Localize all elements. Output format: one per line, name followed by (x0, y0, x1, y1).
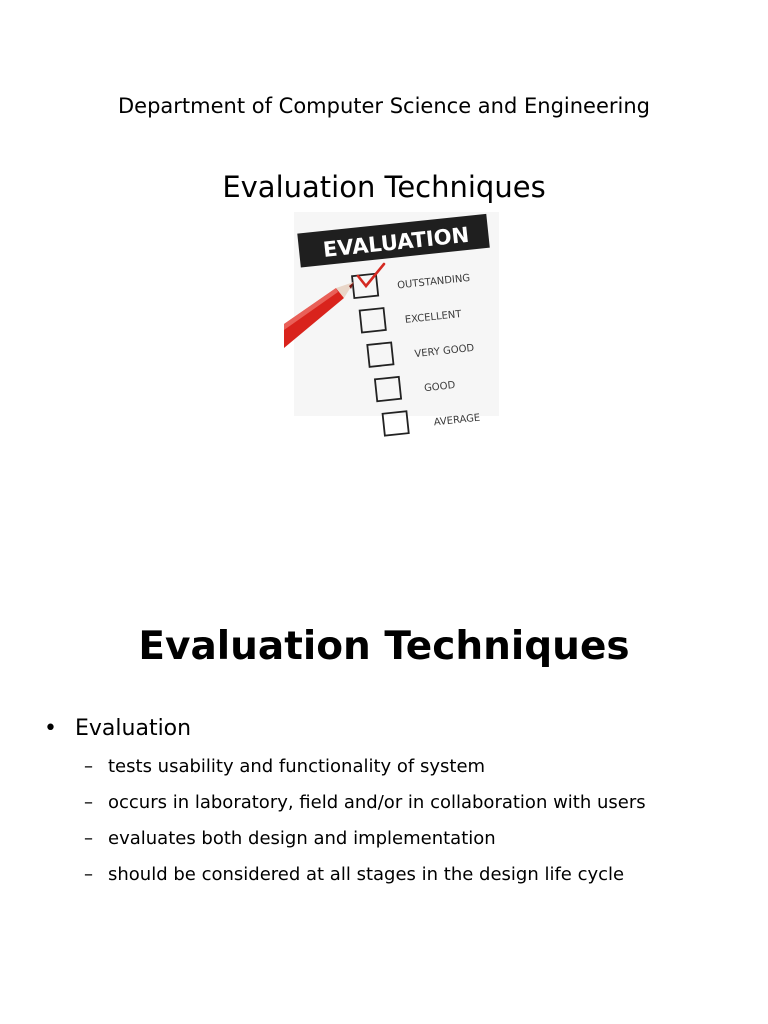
option-good: GOOD (423, 380, 456, 395)
department-heading: Department of Computer Science and Engineering (117, 94, 650, 118)
dash-icon: – (84, 864, 93, 885)
bullet-list (44, 714, 744, 899)
content-slide (0, 512, 768, 1024)
slide-title: Evaluation Techniques (138, 624, 630, 669)
dash-icon: – (84, 828, 93, 849)
slide-title: Evaluation Techniques (222, 170, 546, 204)
sub-bullet-text: evaluates both design and implementation (108, 828, 496, 849)
sub-bullet-text: should be considered at all stages in the design life cycle (108, 864, 625, 885)
sub-bullet-item (44, 827, 744, 863)
sub-bullet-text: occurs in laboratory, field and/or in collaboration with users (108, 792, 646, 813)
bullet-dot-icon: • (44, 716, 57, 741)
dash-icon: – (84, 756, 93, 777)
sub-bullet-list (44, 755, 744, 899)
bullet-text: Evaluation (75, 716, 192, 741)
bullet-item (44, 714, 744, 750)
evaluation-checklist-image (294, 212, 499, 429)
sub-bullet-item (44, 791, 744, 827)
option-excellent: EXCELLENT (404, 308, 462, 326)
evaluation-banner-text: EVALUATION (321, 222, 471, 263)
option-very-good: VERY GOOD (413, 342, 475, 361)
sub-bullet-text: tests usability and functionality of system (108, 756, 486, 777)
sub-bullet-item (44, 863, 744, 899)
option-outstanding: OUTSTANDING (396, 272, 471, 292)
sub-bullet-item (44, 755, 744, 791)
option-average: AVERAGE (433, 412, 481, 429)
dash-icon: – (84, 792, 93, 813)
